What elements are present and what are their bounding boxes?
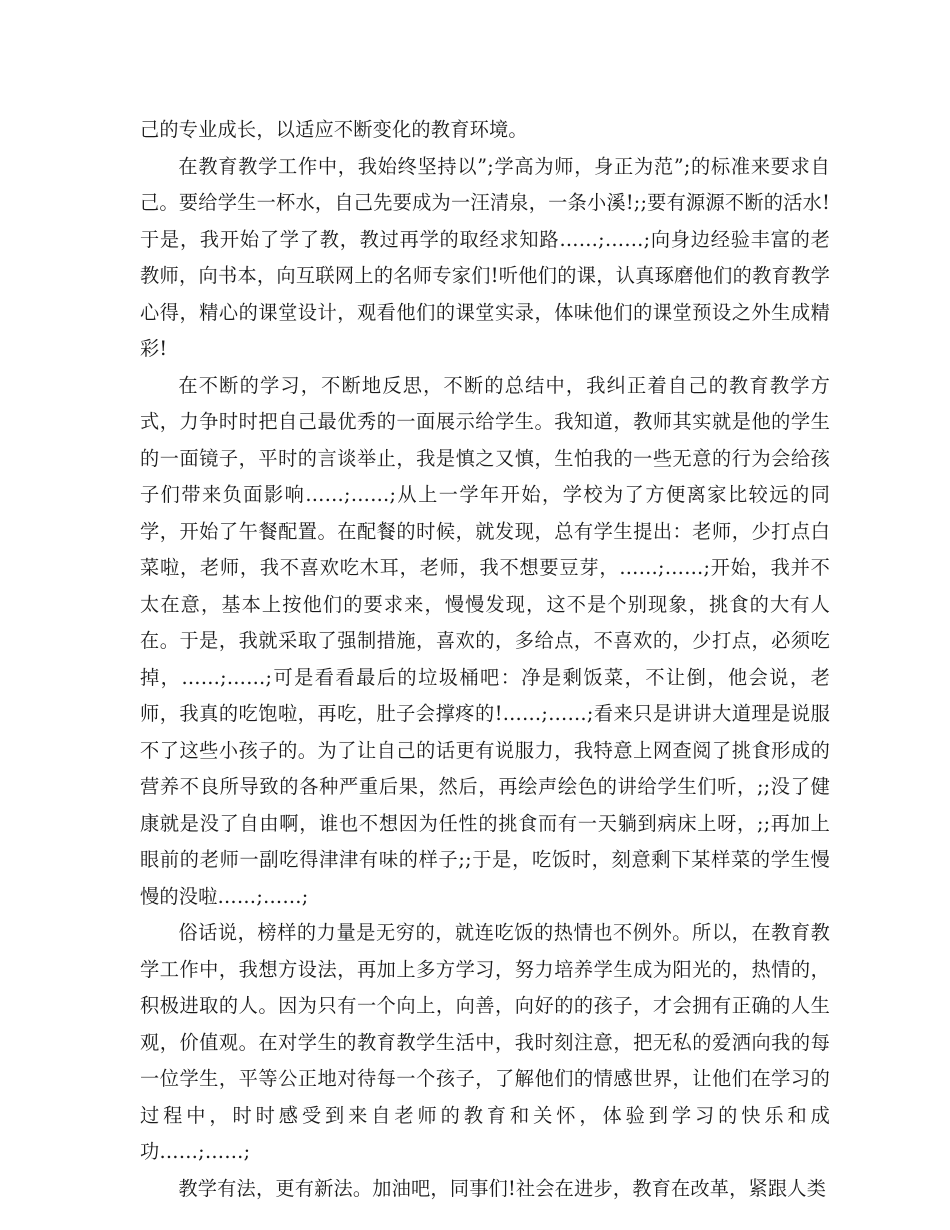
- paragraph-closing: 教学有法，更有新法。加油吧，同事们!社会在进步，教育在改革，紧跟人类: [178, 1176, 827, 1200]
- paragraph-continuation: 己的专业成长，以适应不断变化的教育环境。: [140, 118, 528, 141]
- document-body: [140, 112, 830, 1207]
- paragraph-learning: 在教育教学工作中，我始终坚持以”;学高为师，身正为范”;的标准来要求自己。要给学生一杯水，自己先要成为一汪清泉，一条小溪!;;要有源源不断的活水!于是，我开始了学了教，教过再学的取经求知路……;……;向身边经验丰富的老教师，向书本，向互联网上的名师专家们!听他们的课，认真琢磨他们的教育教学心得，精心的课堂设计，观看他们的课堂实录，体味他们的课堂预设之外生成精彩!: [140, 154, 830, 360]
- paragraph-role-model: 俗话说，榜样的力量是无穷的，就连吃饭的热情也不例外。所以，在教育教学工作中，我想方设法，再加上多方学习，努力培养学生成为阳光的，热情的，积极进取的人。因为只有一个向上，向善，向好的的孩子，才会拥有正确的人生观，价值观。在对学生的教育教学生活中，我时刻注意，把无私的爱洒向我的每一位学生，平等公正地对待每一个孩子，了解他们的情感世界，让他们在学习的过程中，时时感受到来自老师的教育和关怀，体验到学习的快乐和成功……;……;: [140, 921, 830, 1163]
- paragraph-reflection: 在不断的学习，不断地反思，不断的总结中，我纠正着自己的教育教学方式，力争时时把自己最优秀的一面展示给学生。我知道，教师其实就是他的学生的一面镜子，平时的言谈举止，我是慎之又慎，生怕我的一些无意的行为会给孩子们带来负面影响……;……;从上一学年开始，学校为了方便离家比较远的同学，开始了午餐配置。在配餐的时候，就发现，总有学生提出：老师，少打点白菜啦，老师，我不喜欢吃木耳，老师，我不想要豆芽，……;……;开始，我并不太在意，基本上按他们的要求来，慢慢发现，这不是个别现象，挑食的大有人在。于是，我就采取了强制措施，喜欢的，多给点，不喜欢的，少打点，必须吃掉，……;……;可是看看最后的垃圾桶吧：净是剩饭菜，不让倒，他会说，老师，我真的吃饱啦，再吃，肚子会撑疼的!……;……;看来只是讲讲大道理是说服不了这些小孩子的。为了让自己的话更有说服力，我特意上网查阅了挑食形成的营养不良所导致的各种严重后果，然后，再绘声绘色的讲给学生们听，;;没了健康就是没了自由啊，谁也不想因为任性的挑食而有一天躺到病床上呀，;;再加上眼前的老师一副吃得津津有味的样子;;于是，吃饭时，刻意剩下某样菜的学生慢慢的没啦……;……;: [140, 373, 830, 908]
